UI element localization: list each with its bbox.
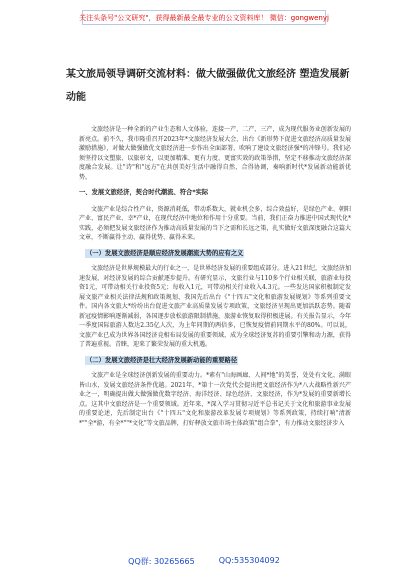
footer-contact [0, 556, 408, 567]
intro-paragraph: 文旅经济是一种全新的产业生态和人文体验，连接一产、二产、三产，成为现代服务业创新发展的新亮点。前不久，我市隆重召开2023年*文旅经济发展大会，出台《新形势下促进文旅经济高质量发展激励措施》，对做大做强做优文旅经济进一步作出全面部署，吹响了建设文旅经济强*的冲锋号。我们必须坚持以文塑旅、以旅彰文，以更加精准、更有力度、更富实效的政策举措，坚定不移推动文旅经济深度融合发展。让"诗"和"远方"在共创美好生活中融得自然、合得协调，奏响新时代*发展新动能新优势。 [79, 126, 351, 181]
footer-qq: QQ:535304092 [218, 556, 280, 565]
subsection-heading-2 [85, 356, 351, 366]
subsection-heading-1-text: （一）发展文旅经济是顺应经济发展潮流大势的应有之义 [86, 249, 244, 257]
footer-qq-group: QQ群: 30265665 [128, 557, 195, 566]
subsection-heading-2-text: （二）发展文旅经济是壮大经济发展新动能的重要路径 [86, 356, 238, 364]
subsection-1-paragraph: 文旅经济是世界规模最大的行业之一，是世界经济发展的重要组成部分。进入21世纪，文旅经济加速发展，对经济发展的综合贡献逐步提升。有研究显示，文旅行业与110多个行业相关联，旅游业每投资1元，可带动相关行业投资5元；每收入1元，可带动相关行业收入4.3元。一些发达国家积极制定发展文旅产业相关法律法规和政策规划，我国先后出台《"十四五"文化和旅游发展规划》等系列重要文件。国内各文旅大*纷纷出台促进文旅产业高质量发展专项政策，文旅经济呈现出更加活跃态势。随着新冠疫情影响逐渐减弱，各国逐步放松旅游限制措施，旅游业恢复取得积极进展。有关报告显示，今年一季度国际旅游人数达2.35亿人次，为上年同期的两倍多，已恢复疫情前同期水平的80%。可以说，文旅产业已成为世界各国经济竞相布局发展的重要领域，成为全球经济复苏的重要引擎和动力源，获得了普遍重视。青睐，迎来了繁荣发展的重大机遇。 [79, 265, 351, 348]
section-heading-1: 一、发展文旅经济，契合时代潮流、符合*实际 [79, 189, 209, 196]
subsection-heading-1 [85, 249, 351, 259]
promo-banner[interactable] [79, 10, 329, 25]
document-body [79, 125, 351, 434]
subsection-2-paragraph: 文旅产业是全球经济创新发展的重要动力。*素有"山海画廊、人间*地"的美誉，处处有文化、满眼皆山水，发展文旅经济条件优越。2021年，*第十一次党代会提出把文旅经济作为*八大战略性新兴产业之一，明确提出做大做强做优数字经济、海洋经济、绿色经济、文旅经济，作为*发展的重要新增长点。这其中文旅经济是一个重要领域。近年来，*深入学习贯彻习近平总书记关于文化和旅游事业发展的重要论述，先后制定出台《"十四五"文化和旅游改革发展专项规划》等系列政策，持续打响"清新*""全*游，有全*""*文化"等文旅品牌，打好释放文旅市场主体政策"组合拳"，有力推动文旅经济步入 [79, 372, 351, 427]
section-1-paragraph: 文旅产业是综合性产业，资源消耗低，带动系数大，就业机会多，综合效益好，是绿色产业、朝阳产业、富民产业、幸*产业，在现代经济中地位和作用十分重要。当前，我们正奋力推进中国式现代化*实践，必须把发展文旅经济作为推动高质量发展的当下之需和长远之策，扎实做好文旅深度融合这篇大文章，不断赢得主动、赢得优势、赢得未来。 [79, 205, 351, 241]
page-title: 某文旅局领导调研交流材料：做大做强做优文旅经济 塑造发展新动能 [66, 69, 350, 103]
promo-banner-text: 关注头条号"公文研究"，获得最新最全最专业的公文资料库！ 微信：gongwenyj [79, 13, 329, 22]
